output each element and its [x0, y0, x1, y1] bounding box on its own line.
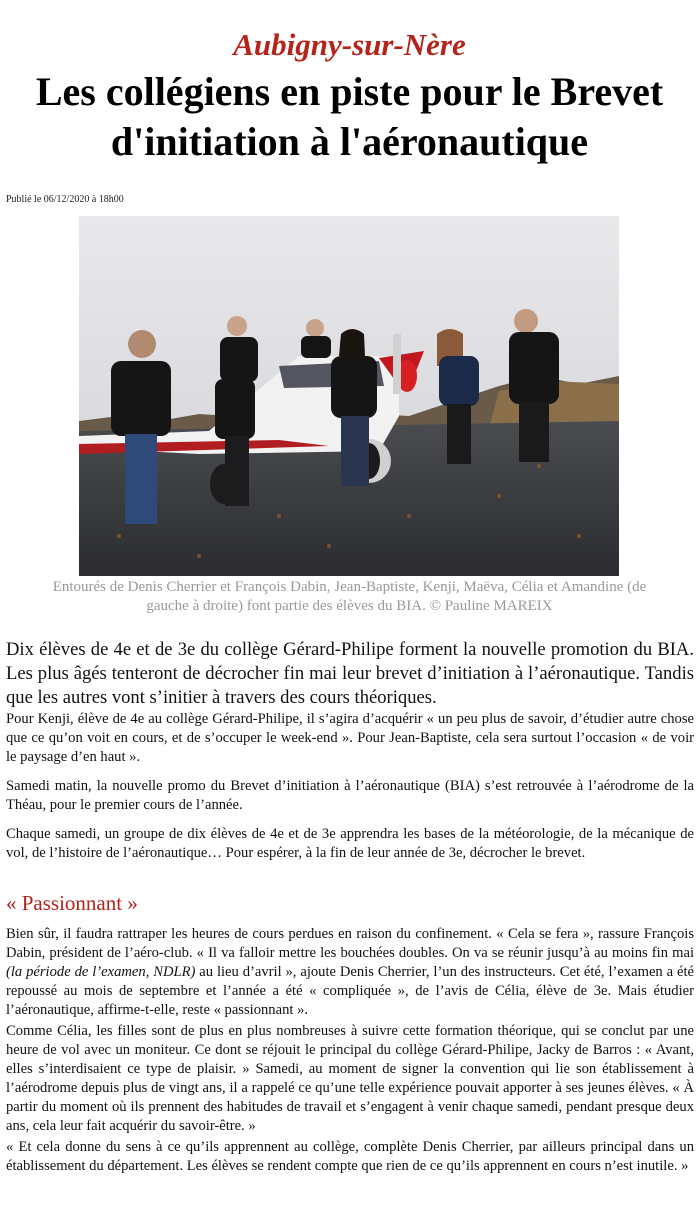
- paragraph-5: Comme Célia, les filles sont de plus en plus nombreuses à suivre cette formation théorique, qui se conclut par une heure de vol avec un moniteur. Ce dont se réjouit le principal du collège Gérard-Philipe, Jacky de Barros : « Avant, elles s’interdisaient ce type de plaisir. » Samedi, au moment de signer la convention qui lie son établissement à l’aérodrome depuis plus de vingt ans, il a rappelé ce qu’une telle expérience pouvait apporter à ses jeunes élèves. « À partir du moment où ils prennent des habitudes de travail et s’engagent à venir chaque samedi, pendant presque deux ans, cela leur fait acquérir du savoir-être. »: [6, 1023, 694, 1134]
- paragraph-6: « Et cela donne du sens à ce qu’ils apprennent au collège, complète Denis Cherrier, par ailleurs principal dans un établissement du département. Les élèves se rendent compte que rien de ce qu’ils apprennent en cours n’est inutile. »: [6, 1139, 694, 1174]
- article-title-line-1: Les collégiens en piste pour le Brevet: [35, 69, 664, 114]
- photo-caption-line-1: Entourés de Denis Cherrier et François Dabin, Jean-Baptiste, Kenji, Maëva, Célia et Amandine (de: [52, 579, 647, 595]
- paragraph-1: Pour Kenji, élève de 4e au collège Gérard-Philipe, il s’agira d’acquérir « un peu plus de savoir, d’étudier autre chose que ce qu’on voit en cours, et de s’occuper le week-end ». Pour Jean-Baptiste, cela sera surtout l’occasion « de voir le paysage d’en haut ».: [6, 711, 694, 765]
- article-lead: Dix élèves de 4e et de 3e du collège Gérard-Philipe forment la nouvelle promotion du BIA. Les plus âgés tenteront de décrocher fin mai leur brevet d’initiation à l’aéronautique. Tandis que les autres vont s’initier à travers des cours théoriques.: [6, 639, 694, 708]
- article-photo-image: [79, 216, 619, 576]
- article-photo[interactable]: [79, 216, 619, 576]
- section-heading: « Passionnant »: [6, 891, 138, 915]
- article-title-line-2: d'initiation à l'aéronautique: [110, 119, 589, 164]
- paragraph-4-part-b: au lieu d’avril », ajoute Denis Cherrier, l’un des instructeurs. Cet été, l’examen a été repoussé au mois de septembre et l’année a été « compliquée », de l’avis de Célia, élève de 3e. Mais étudier l’aéronautique, affirme-t-elle, reste « passionnant ».: [6, 964, 694, 1018]
- paragraph-4-part-a: Bien sûr, il faudra rattraper les heures de cours perdues en raison du confinement. « Cela se fera », rassure François Dabin, président de l’aéro-club. « Il va falloir mettre les bouchées doubles. On va se réunir jusqu’à au moins fin mai: [6, 926, 694, 961]
- paragraph-4: [6, 925, 694, 1020]
- publication-date: Publié le 06/12/2020 à 18h00: [6, 194, 124, 205]
- paragraph-4-italic-note: (la période de l’examen, NDLR): [6, 964, 196, 980]
- article-title: [0, 67, 699, 167]
- paragraph-2: Samedi matin, la nouvelle promo du Brevet d’initiation à l’aéronautique (BIA) s’est retrouvée à l’aérodrome de la Théau, pour le premier cours de l’année.: [6, 778, 694, 813]
- photo-caption: [8, 578, 691, 616]
- article-kicker: Aubigny-sur-Nère: [233, 27, 466, 62]
- photo-caption-line-2: gauche à droite) font partie des élèves du BIA. © Pauline MAREIX: [146, 598, 553, 614]
- paragraph-3: Chaque samedi, un groupe de dix élèves de 4e et de 3e apprendra les bases de la météorologie, de la mécanique de vol, de l’histoire de l’aéronautique… Pour espérer, à la fin de leur année de 3e, décrocher le brevet.: [6, 826, 694, 861]
